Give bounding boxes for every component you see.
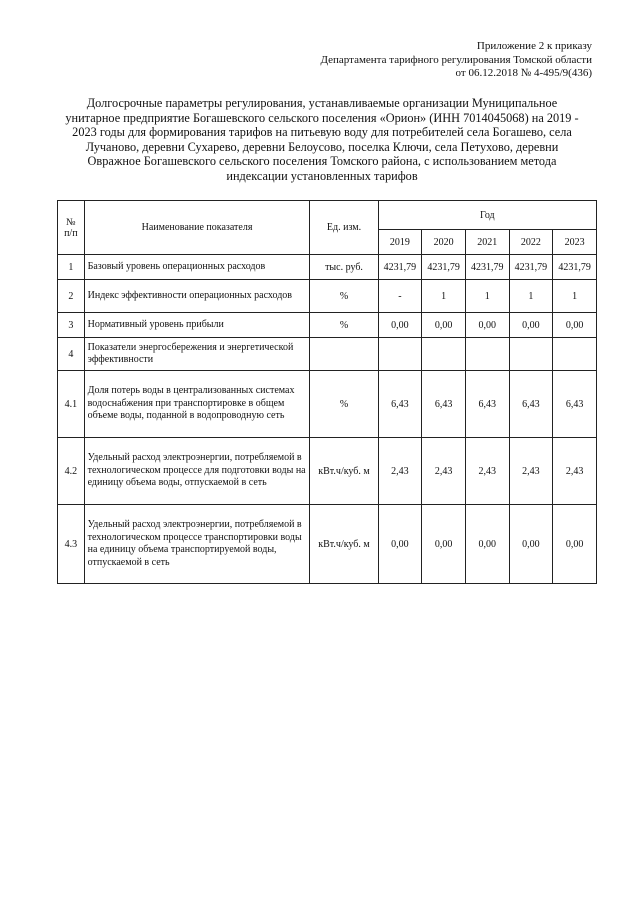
row-number: 2	[58, 280, 85, 313]
value-cell: 2,43	[553, 438, 597, 505]
document-title: Долгосрочные параметры регулирования, устанавливаемые организации Муниципальное унитарное предприятие Богашевского сельского поселения «Орион» (ИНН 7014045068) на 2019 - 2023 годы для формирования тарифов на питьевую воду для потребителей села Богашево, села Лучаново, деревни Сухарево, деревни Белоусово, поселка Ключи, села Петухово, деревни Овражное Богашевского сельского поселения Томского района, с использованием метода индексации установленных тарифов	[65, 96, 579, 183]
row-number: 4	[58, 338, 85, 371]
table-row	[58, 505, 597, 584]
value-cell: 0,00	[553, 313, 597, 338]
value-cell: 6,43	[509, 371, 553, 438]
unit-cell: %	[310, 280, 378, 313]
row-number: 4.3	[58, 505, 85, 584]
unit-cell: %	[310, 313, 378, 338]
value-cell: 4231,79	[378, 255, 422, 280]
value-cell	[553, 338, 597, 371]
value-cell: 6,43	[465, 371, 509, 438]
value-cell	[465, 338, 509, 371]
header-unit: Ед. изм.	[310, 201, 378, 255]
indicator-name: Доля потерь воды в централизованных системах водоснабжения при транспортировке в общем объеме воды, поданной в водопроводную сеть	[84, 371, 310, 438]
indicator-name: Индекс эффективности операционных расходов	[84, 280, 310, 313]
row-number: 4.1	[58, 371, 85, 438]
indicator-name: Нормативный уровень прибыли	[84, 313, 310, 338]
table-row	[58, 280, 597, 313]
appendix-line-2: Департамента тарифного регулирования Томской области	[320, 53, 592, 66]
table-row	[58, 371, 597, 438]
value-cell: 2,43	[465, 438, 509, 505]
value-cell: 4231,79	[553, 255, 597, 280]
value-cell: 0,00	[465, 313, 509, 338]
value-cell: 0,00	[378, 505, 422, 584]
parameters-table	[57, 200, 597, 584]
unit-cell: кВт.ч/куб. м	[310, 438, 378, 505]
row-number: 1	[58, 255, 85, 280]
value-cell: 0,00	[378, 313, 422, 338]
header-year: 2019	[378, 230, 422, 255]
value-cell: 2,43	[422, 438, 466, 505]
appendix-line-1: Приложение 2 к приказу	[476, 40, 592, 52]
value-cell: 4231,79	[509, 255, 553, 280]
value-cell	[422, 338, 466, 371]
value-cell: 1	[509, 280, 553, 313]
value-cell: 0,00	[509, 313, 553, 338]
value-cell: 4231,79	[422, 255, 466, 280]
value-cell: 4231,79	[465, 255, 509, 280]
header-year: 2021	[465, 230, 509, 255]
row-number: 4.2	[58, 438, 85, 505]
value-cell	[378, 338, 422, 371]
value-cell: 2,43	[509, 438, 553, 505]
unit-cell: кВт.ч/куб. м	[310, 505, 378, 584]
header-indicator-name: Наименование показателя	[84, 201, 310, 255]
unit-cell	[310, 338, 378, 371]
value-cell: 0,00	[465, 505, 509, 584]
table-row	[58, 255, 597, 280]
value-cell: 0,00	[422, 505, 466, 584]
value-cell: -	[378, 280, 422, 313]
indicator-name: Удельный расход электроэнергии, потребляемой в технологическом процессе для подготовки воды на единицу объема воды, отпускаемой в сеть	[84, 438, 310, 505]
header-year-group: Год	[378, 201, 596, 230]
indicator-name: Показатели энергосбережения и энергетической эффективности	[84, 338, 310, 371]
table-row	[58, 313, 597, 338]
unit-cell: тыс. руб.	[310, 255, 378, 280]
value-cell: 6,43	[422, 371, 466, 438]
value-cell	[509, 338, 553, 371]
value-cell: 6,43	[378, 371, 422, 438]
header-year: 2023	[553, 230, 597, 255]
value-cell: 0,00	[553, 505, 597, 584]
value-cell: 0,00	[422, 313, 466, 338]
header-year: 2022	[509, 230, 553, 255]
table-row	[58, 338, 597, 371]
value-cell: 2,43	[378, 438, 422, 505]
value-cell: 1	[422, 280, 466, 313]
table-row	[58, 438, 597, 505]
value-cell: 6,43	[553, 371, 597, 438]
indicator-name: Удельный расход электроэнергии, потребляемой в технологическом процессе транспортировки воды на единицу объема транспортируемой воды, отпускаемой в сеть	[84, 505, 310, 584]
unit-cell: %	[310, 371, 378, 438]
appendix-header	[320, 40, 592, 81]
appendix-line-3: от 06.12.2018 № 4-495/9(436)	[455, 67, 592, 79]
value-cell: 1	[553, 280, 597, 313]
header-year: 2020	[422, 230, 466, 255]
row-number: 3	[58, 313, 85, 338]
value-cell: 1	[465, 280, 509, 313]
header-number: № п/п	[58, 201, 85, 255]
value-cell: 0,00	[509, 505, 553, 584]
indicator-name: Базовый уровень операционных расходов	[84, 255, 310, 280]
